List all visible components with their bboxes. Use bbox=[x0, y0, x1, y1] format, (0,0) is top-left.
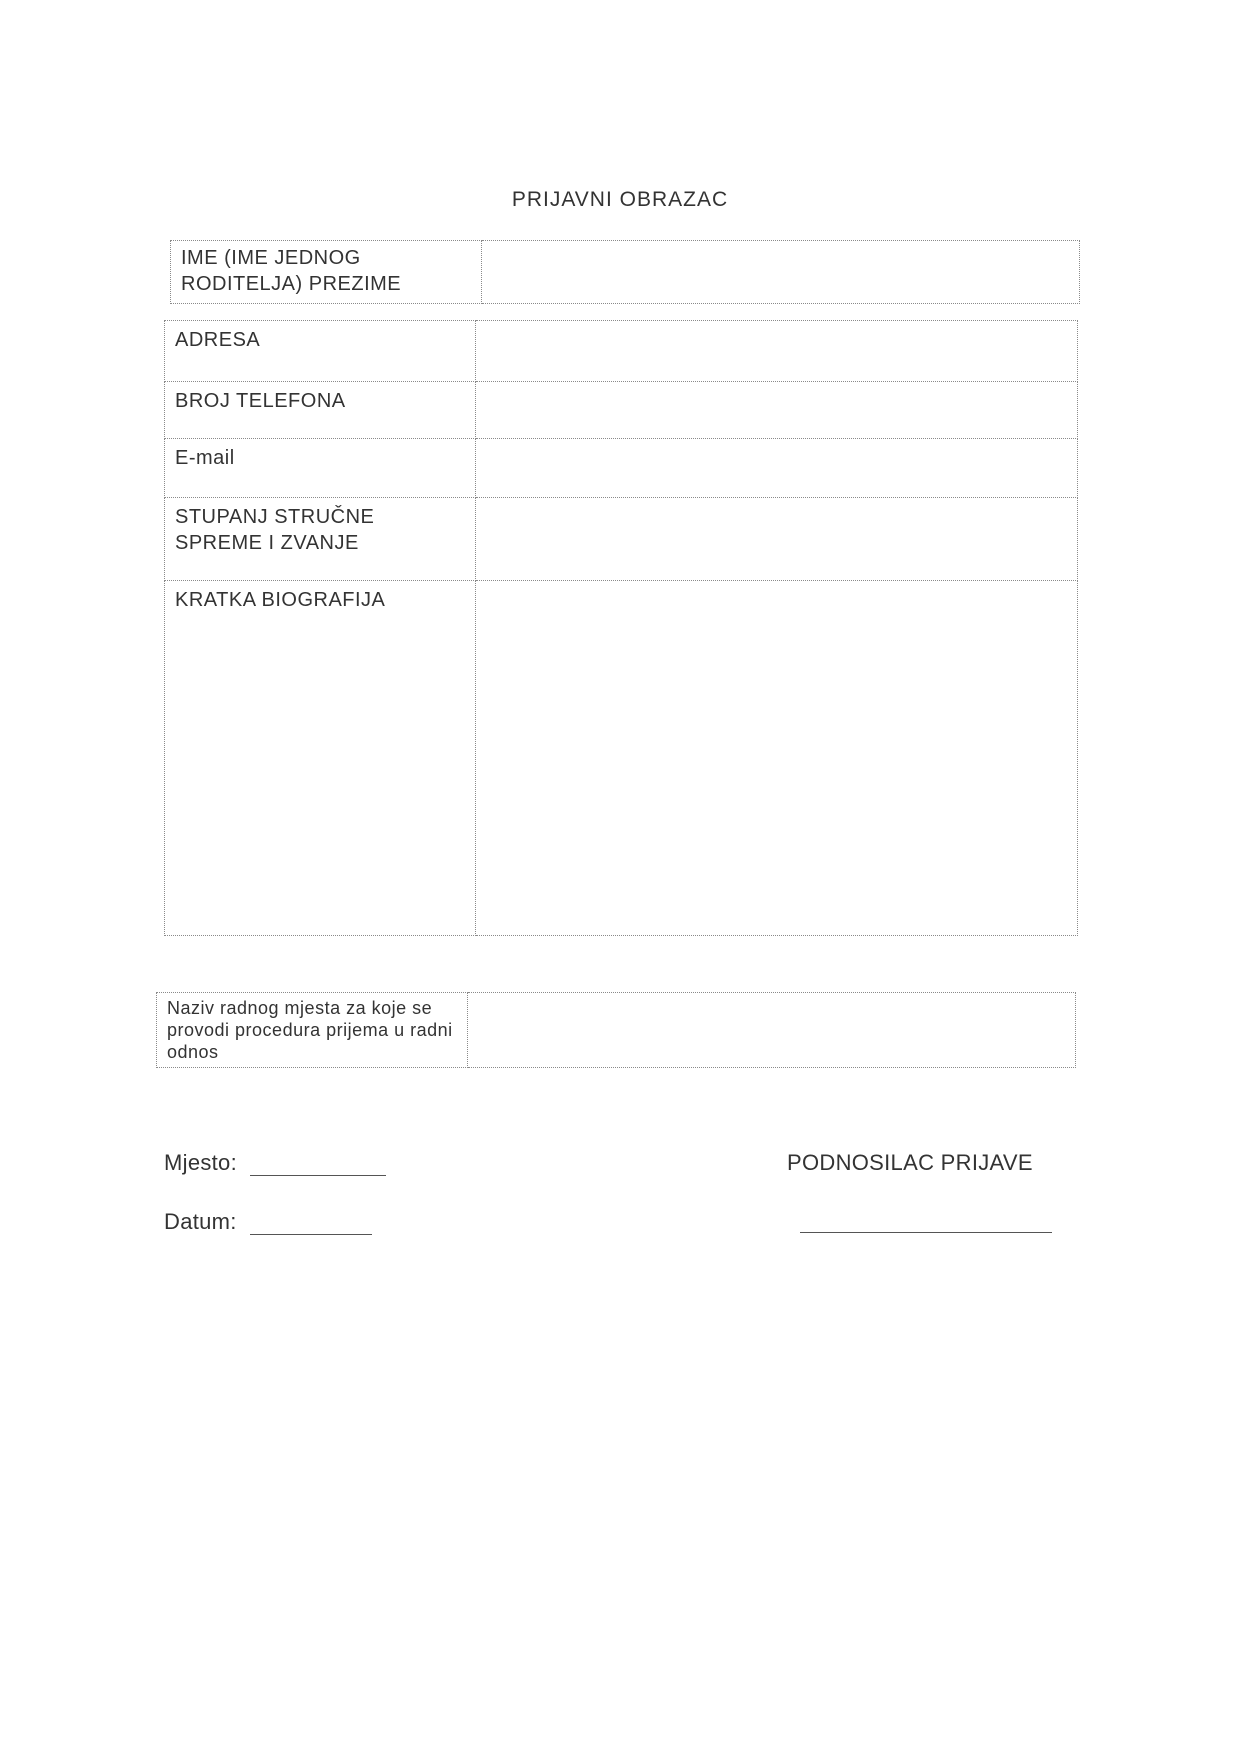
signature-line[interactable] bbox=[800, 1232, 1052, 1233]
place-line[interactable] bbox=[250, 1175, 386, 1176]
date-line[interactable] bbox=[250, 1234, 372, 1235]
address-label: ADRESA bbox=[165, 321, 476, 382]
name-label: IME (IME JEDNOG RODITELJA) PREZIME bbox=[171, 241, 482, 304]
table-row bbox=[165, 581, 1078, 936]
phone-label: BROJ TELEFONA bbox=[165, 382, 476, 439]
name-field[interactable] bbox=[482, 241, 1080, 304]
date-label: Datum: bbox=[164, 1209, 237, 1234]
position-field[interactable] bbox=[468, 993, 1076, 1068]
position-label: Naziv radnog mjesta za koje se provodi procedura prijema u radni odnos bbox=[157, 993, 468, 1068]
email-label: E-mail bbox=[165, 439, 476, 498]
biography-field[interactable] bbox=[476, 581, 1078, 936]
table-row bbox=[165, 498, 1078, 581]
table-row bbox=[165, 321, 1078, 382]
table-row bbox=[165, 382, 1078, 439]
biography-label: KRATKA BIOGRAFIJA bbox=[165, 581, 476, 936]
details-table bbox=[164, 320, 1078, 936]
phone-field[interactable] bbox=[476, 382, 1078, 439]
place-label: Mjesto: bbox=[164, 1150, 238, 1175]
applicant-label: PODNOSILAC PRIJAVE bbox=[787, 1150, 1033, 1175]
email-field[interactable] bbox=[476, 439, 1078, 498]
name-table bbox=[170, 240, 1080, 304]
table-row bbox=[165, 439, 1078, 498]
position-table bbox=[156, 992, 1076, 1068]
form-title: PRIJAVNI OBRAZAC bbox=[511, 188, 729, 211]
qualification-label: STUPANJ STRUČNE SPREME I ZVANJE bbox=[165, 498, 476, 581]
table-row bbox=[171, 241, 1080, 304]
address-field[interactable] bbox=[476, 321, 1078, 382]
table-row bbox=[157, 993, 1076, 1068]
qualification-field[interactable] bbox=[476, 498, 1078, 581]
